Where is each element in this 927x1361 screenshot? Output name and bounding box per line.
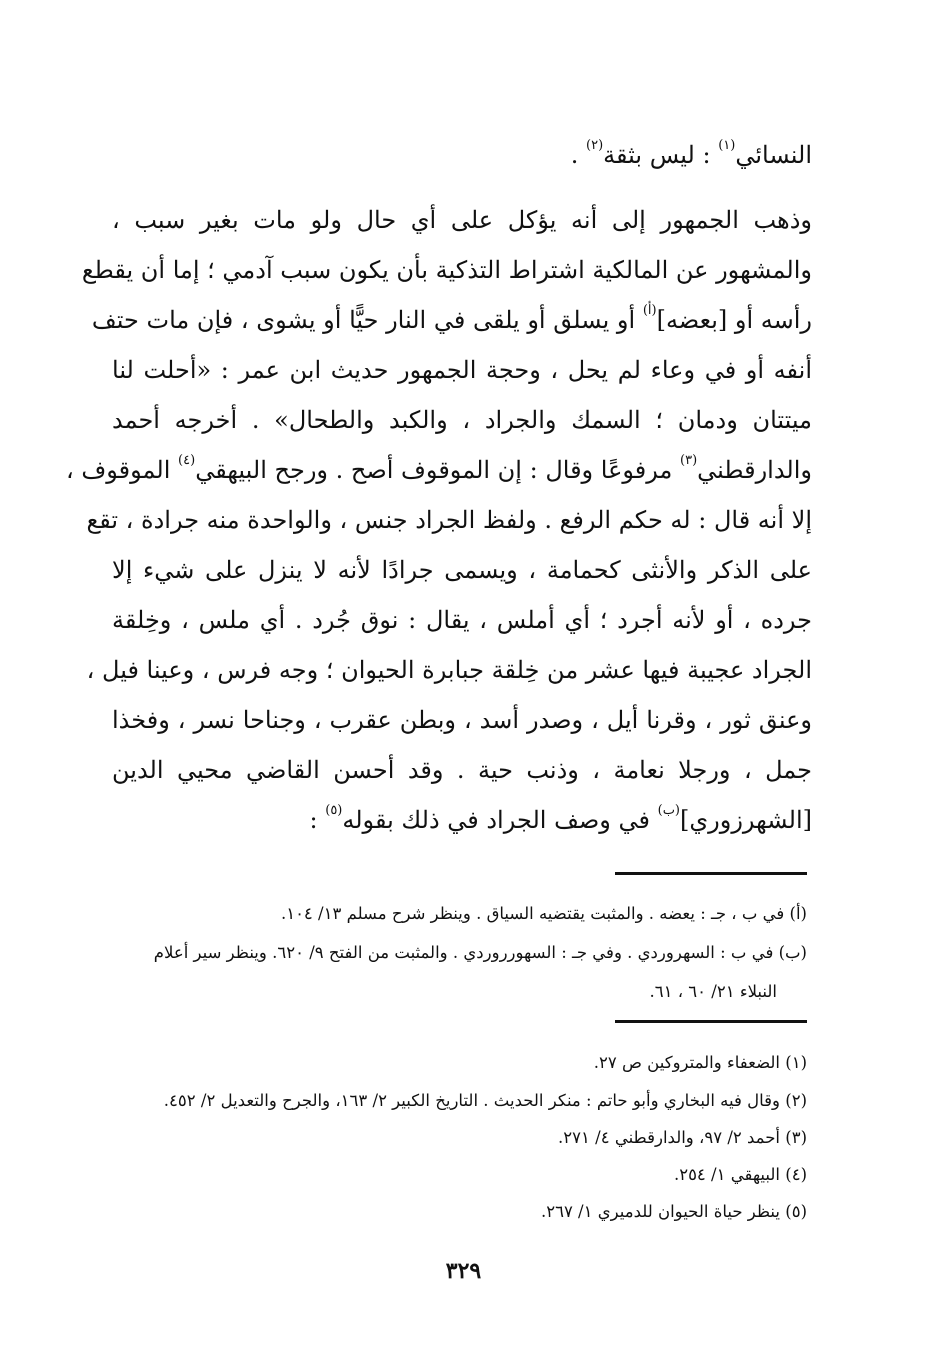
text-line-5: أنفه أو في وعاء لم يحل ، وحجة الجمهور حديث ابن عمر : «أحلت لنا bbox=[112, 356, 812, 384]
text-fragment: أو يسلق أو يلقى في النار حيًّا أو يشوى ، فإن مات حتف bbox=[91, 306, 636, 334]
variant-notes-rule bbox=[615, 872, 807, 875]
text-fragment: : ليس بثقة bbox=[603, 141, 711, 169]
text-line-12: وعنق ثور ، وقرنا أيل ، وصدر أسد ، وبطن عقرب ، وجناحا نسر ، وفخذا bbox=[112, 706, 812, 734]
page-number: ٣٢٩ bbox=[445, 1258, 482, 1284]
text-line-10: جرده ، أو لأنه أجرد ؛ أي أملس ، يقال : نوق جُرد . أي ملس ، وخِلقة bbox=[112, 606, 812, 634]
text-fragment: والدارقطني bbox=[697, 456, 812, 484]
footnote-marker: (١) bbox=[718, 138, 736, 153]
text-fragment: مرفوعًا وقال : إن الموقوف أصح . ورجح البيهقي bbox=[195, 456, 673, 484]
footnote-marker: (٢) bbox=[586, 138, 604, 153]
text-fragment: : bbox=[309, 806, 318, 834]
footnote-3: (٣) أحمد ٢/ ٩٧، والدارقطني ٤/ ٢٧١. bbox=[558, 1128, 807, 1147]
text-line-13: جمل ، ورجلا نعامة ، وذنب حية . وقد أحسن القاضي محيي الدين bbox=[112, 756, 812, 784]
footnote-4: (٤) البيهقي ١/ ٢٥٤. bbox=[673, 1165, 807, 1184]
variant-note-b-continued: النبلاء ٢١/ ٦٠ ، ٦١. bbox=[649, 982, 777, 1001]
text-line-3: والمشهور عن المالكية اشتراط التذكية بأن يكون سبب آدمي ؛ إما أن يقطع bbox=[81, 256, 812, 284]
text-line-7 bbox=[66, 453, 812, 485]
text-fragment: . bbox=[570, 141, 579, 169]
text-line-2: وذهب الجمهور إلى أنه يؤكل على أي حال ولو مات بغير سبب ، bbox=[112, 206, 812, 234]
variant-note-a: (أ) في ب ، جـ : يعضه . والمثبت يقتضيه السياق . وينظر شرح مسلم ١٣/ ١٠٤. bbox=[280, 904, 807, 923]
footnotes-rule bbox=[615, 1020, 807, 1023]
text-fragment: رأسه أو [بعضه] bbox=[656, 306, 812, 334]
variant-note-b: (ب) في ب : السهروردي . وفي جـ : السهورروردي . والمثبت من الفتح ٩/ ٦٢٠. وينظر سير أعلام bbox=[153, 943, 807, 962]
text-line-6: ميتتان ودمان ؛ السمك والجراد ، والكبد والطحال» . أخرجه أحمد bbox=[112, 406, 812, 434]
text-line-11: الجراد عجيبة فيها عشر من خِلقة جبابرة الحيوان ؛ وجه فرس ، وعينا فيل ، bbox=[86, 656, 812, 684]
footnote-marker: (٤) bbox=[178, 453, 196, 468]
main-text bbox=[66, 0, 812, 900]
text-fragment: النسائي bbox=[735, 141, 812, 169]
text-line-4 bbox=[91, 303, 812, 335]
text-fragment: الموقوف ، bbox=[66, 456, 171, 484]
footnote-1: (١) الضعفاء والمتروكين ص ٢٧. bbox=[593, 1053, 807, 1072]
text-line-8: إلا أنه قال : له حكم الرفع . ولفظ الجراد جنس ، والواحدة منه جرادة ، تقع bbox=[86, 506, 812, 534]
text-line-9: على الذكر والأنثى كحمامة ، ويسمى جرادًا لأنه لا ينزل على شيء إلا bbox=[112, 556, 812, 584]
footnote-5: (٥) ينظر حياة الحيوان للدميري ١/ ٢٦٧. bbox=[540, 1202, 807, 1221]
footnote-marker: (٥) bbox=[325, 803, 343, 818]
text-fragment: [الشهرزوري] bbox=[680, 806, 812, 834]
footnote-marker: (ب) bbox=[657, 803, 681, 818]
text-line-1 bbox=[571, 140, 812, 170]
footnote-marker: (أ) bbox=[642, 303, 657, 318]
text-fragment: في وصف الجراد في ذلك بقوله bbox=[342, 806, 650, 834]
footnote-2: (٢) وقال فيه البخاري وأبو حاتم : منكر الحديث . التاريخ الكبير ٢/ ١٦٣، والجرح والتعديل ٢/ ٤٥٢. bbox=[163, 1091, 807, 1110]
footnote-marker: (٣) bbox=[680, 453, 698, 468]
text-line-14 bbox=[310, 805, 813, 835]
